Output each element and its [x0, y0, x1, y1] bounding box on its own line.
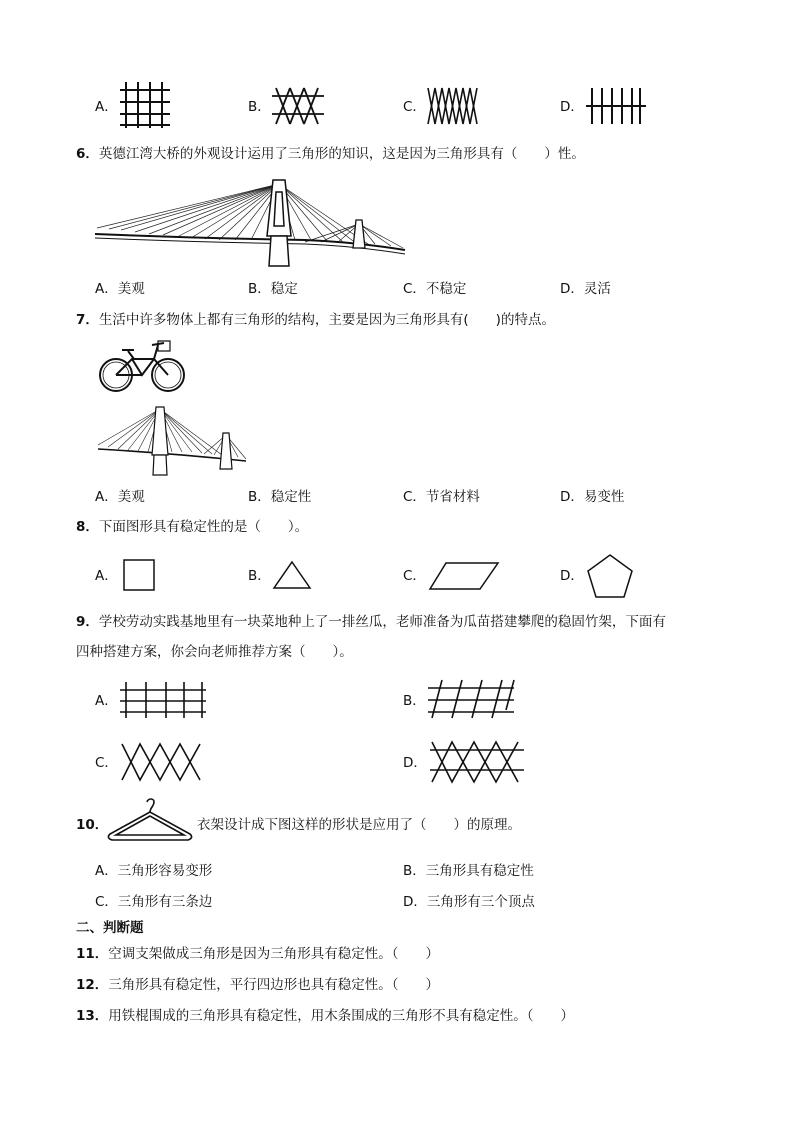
q6-option-a[interactable]: A．美观 — [95, 281, 145, 297]
q5-option-b-label: B． — [248, 99, 271, 115]
q10-option-b[interactable]: B．三角形具有稳定性 — [403, 863, 534, 879]
q7-option-a[interactable]: A．美观 — [95, 489, 145, 505]
q10-option-c[interactable]: C．三角形有三条边 — [95, 894, 213, 910]
section-2-heading: 二、判断题 — [76, 920, 144, 936]
q7-option-c[interactable]: C．节省材料 — [403, 489, 480, 505]
q8-option-b-triangle-figure — [272, 560, 312, 590]
q9-number: 9． — [76, 614, 99, 630]
q8-option-d-label[interactable]: D． — [560, 568, 584, 584]
q5-option-a-grid-figure — [118, 80, 172, 130]
q10-number: 10． — [76, 817, 109, 833]
q10-option-a[interactable]: A．三角形容易变形 — [95, 863, 213, 879]
q8-option-a-label[interactable]: A． — [95, 568, 118, 584]
q5-option-b-lattice-figure — [270, 86, 326, 126]
q6-text: 英德江湾大桥的外观设计运用了三角形的知识，这是因为三角形具有（ ）性。 — [98, 146, 585, 162]
q9-option-d-braced-frame-figure — [430, 740, 526, 784]
q9-option-a-label[interactable]: A． — [95, 693, 118, 709]
q8-text: 下面图形具有稳定性的是（ ）。 — [98, 519, 309, 535]
q9-option-b-label[interactable]: B． — [403, 693, 426, 709]
q11-number: 11． — [76, 946, 109, 962]
q7-number: 7． — [76, 312, 99, 328]
q7-stem — [76, 311, 555, 329]
q13-text: 用铁棍围成的三角形具有稳定性，用木条围成的三角形不具有稳定性。（ ） — [108, 1008, 575, 1024]
q9-option-d-label[interactable]: D． — [403, 755, 427, 771]
q10-option-d[interactable]: D．三角形有三个顶点 — [403, 894, 535, 910]
q7-text: 生活中许多物体上都有三角形的结构，主要是因为三角形具有( )的特点。 — [98, 312, 555, 328]
q7-bridge-illustration — [98, 405, 246, 477]
q8-number: 8． — [76, 519, 99, 535]
q12-number: 12． — [76, 977, 109, 993]
q10-coat-hanger-illustration — [104, 798, 196, 846]
q9-option-c-label[interactable]: C． — [95, 755, 118, 771]
q8-stem — [76, 518, 308, 536]
q11-text: 空调支架做成三角形是因为三角形具有稳定性。（ ） — [108, 946, 440, 962]
q7-option-b[interactable]: B．稳定性 — [248, 489, 312, 505]
q7-bicycle-illustration — [98, 337, 188, 395]
q9-option-c-cross-frame-figure — [120, 742, 204, 782]
q9-text-line2: 四种搭建方案，你会向老师推荐方案（ ）。 — [76, 644, 353, 660]
q13-stem — [76, 1007, 574, 1025]
q5-option-c-label: C． — [403, 99, 426, 115]
q12-stem — [76, 976, 439, 994]
q8-option-b-label[interactable]: B． — [248, 568, 271, 584]
q6-option-c[interactable]: C．不稳定 — [403, 281, 467, 297]
q8-option-d-pentagon-figure — [585, 553, 635, 599]
q6-stem — [76, 145, 585, 163]
q13-number: 13． — [76, 1008, 109, 1024]
q6-option-b[interactable]: B．稳定 — [248, 281, 298, 297]
q5-option-d-fence-figure — [584, 86, 648, 126]
q11-stem — [76, 945, 439, 963]
q5-option-d-label: D． — [560, 99, 584, 115]
q9-text-line1: 学校劳动实践基地里有一块菜地种上了一排丝瓜，老师准备为瓜苗搭建攀爬的稳固竹架，下面有 — [98, 614, 666, 630]
q7-option-d[interactable]: D．易变性 — [560, 489, 625, 505]
q5-option-c-zigzag-figure — [426, 86, 482, 126]
q8-option-c-label[interactable]: C． — [403, 568, 426, 584]
q10-text: 衣架设计成下图这样的形状是应用了（ ）的原理。 — [197, 817, 521, 833]
q8-option-a-square-figure — [122, 558, 156, 592]
q6-number: 6． — [76, 146, 99, 162]
q8-option-c-parallelogram-figure — [428, 561, 500, 591]
q9-stem-line1 — [76, 613, 666, 631]
q9-option-a-grid-frame-figure — [120, 682, 208, 720]
q6-option-d[interactable]: D．灵活 — [560, 281, 611, 297]
q6-bridge-illustration — [95, 176, 305, 266]
q12-text: 三角形具有稳定性，平行四边形也具有稳定性。（ ） — [108, 977, 440, 993]
q9-option-b-slanted-frame-figure — [428, 680, 516, 720]
q5-option-a-label: A． — [95, 99, 118, 115]
